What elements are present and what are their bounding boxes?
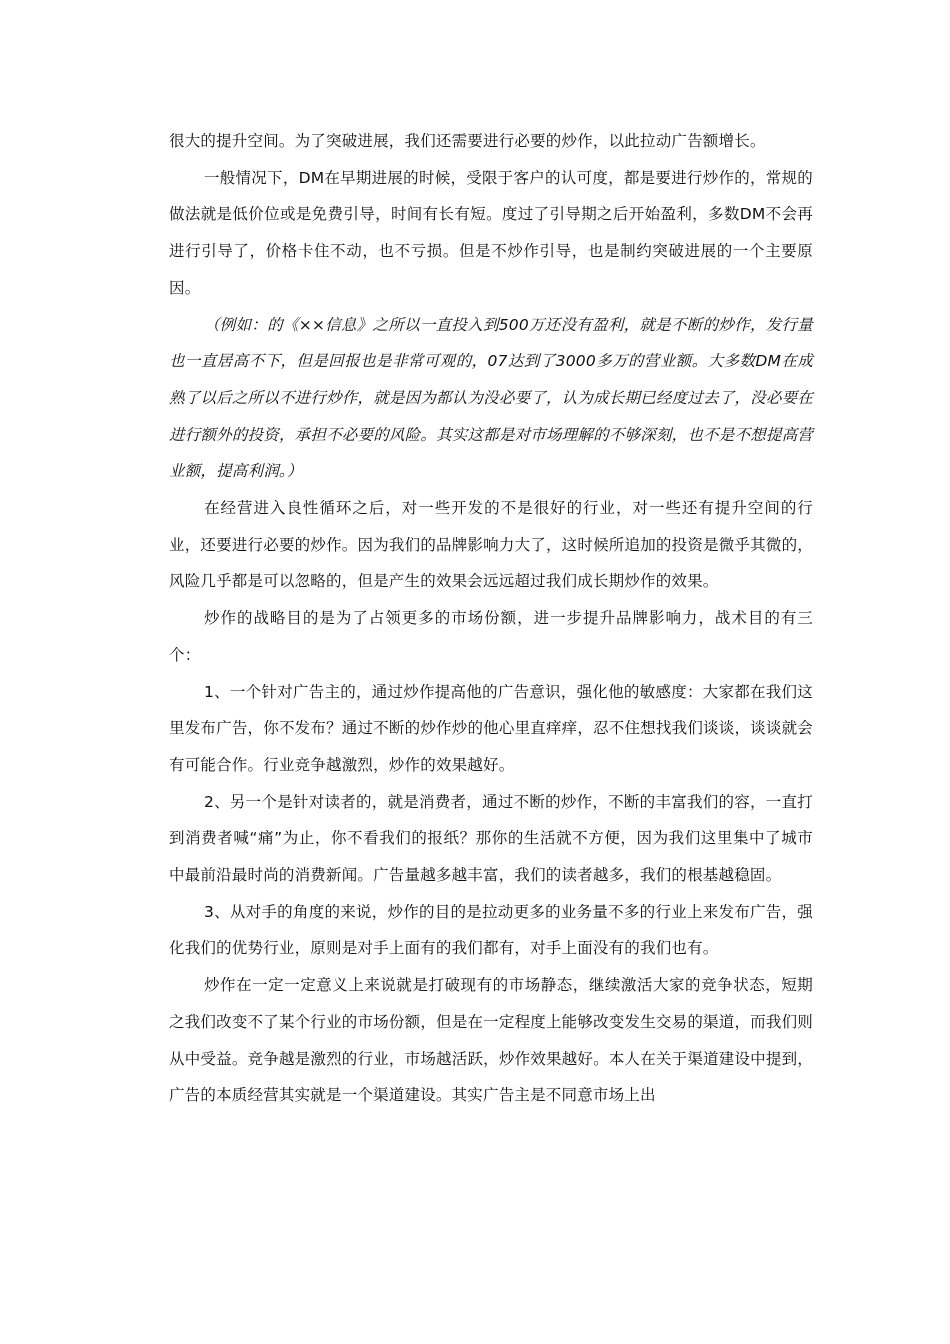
paragraph-point-competitors: 3、从对手的角度的来说，炒作的目的是拉动更多的业务量不多的行业上来发布广告，强化我们的优势行业，原则是对手上面有的我们都有，对手上面没有的我们也有。 xyxy=(169,902,813,958)
paragraph-continuation: 很大的提升空间。为了突破进展，我们还需要进行必要的炒作，以此拉动广告额增长。 xyxy=(169,132,766,150)
paragraph-dm-early-stage: 一般情况下，DM在早期进展的时候，受限于客户的认可度，都是要进行炒作的，常规的做法就是低价位或是免费引导，时间有长有短。度过了引导期之后开始盈利，多数DM不会再进行引导了，价格卡住不动，也不亏损。但是不炒作引导，也是制约突破进展的一个主要原因。 xyxy=(169,168,813,297)
paragraph-virtuous-cycle: 在经营进入良性循环之后，对一些开发的不是很好的行业，对一些还有提升空间的行业，还要进行必要的炒作。因为我们的品牌影响力大了，这时候所追加的投资是微乎其微的，风险几乎都是可以忽略的，但是产生的效果会远远超过我们成长期炒作的效果。 xyxy=(169,499,813,591)
paragraph-strategic-goal: 炒作的战略目的是为了占领更多的市场份额，进一步提升品牌影响力，战术目的有三个： xyxy=(169,609,813,664)
paragraph-market-static: 炒作在一定一定意义上来说就是打破现有的市场静态，继续激活大家的竞争状态，短期之我们改变不了某个行业的市场份额，但是在一定程度上能够改变发生交易的渠道，而我们则从中受益。竞争越是激烈的行业，市场越活跃，炒作效果越好。本人在关于渠道建设中提到，广告的本质经营其实就是一个渠道建设。其实广告主是不同意市场上出 xyxy=(169,976,813,1105)
paragraph-point-readers: 2、另一个是针对读者的，就是消费者，通过不断的炒作，不断的丰富我们的容，一直打到消费者喊“痛”为止，你不看我们的报纸？那你的生活就不方便，因为我们这里集中了城市中最前沿最时尚的消费新闻。广告量越多越丰富，我们的读者越多，我们的根基越稳固。 xyxy=(169,792,813,885)
paragraph-point-advertisers: 1、一个针对广告主的，通过炒作提高他的广告意识，强化他的敏感度：大家都在我们这里发布广告，你不发布？通过不断的炒作炒的他心里直痒痒，忍不住想找我们谈谈，谈谈就会有可能合作。行业竞争越激烈，炒作的效果越好。 xyxy=(169,682,813,774)
paragraph-example-note: （例如：的《××信息》之所以一直投入到500万还没有盈利，就是不断的炒作，发行量也一直居高不下，但是回报也是非常可观的，07达到了3000多万的营业额。大多数DM在成熟了以后之所以不进行炒作，就是因为都认为没必要了，认为成长期已经度过去了，没必要在进行额外的投资，承担不必要的风险。其实这都是对市场理解的不够深刻，也不是不想提高营业额，提高利润。） xyxy=(169,315,813,481)
document-body xyxy=(169,123,813,1114)
